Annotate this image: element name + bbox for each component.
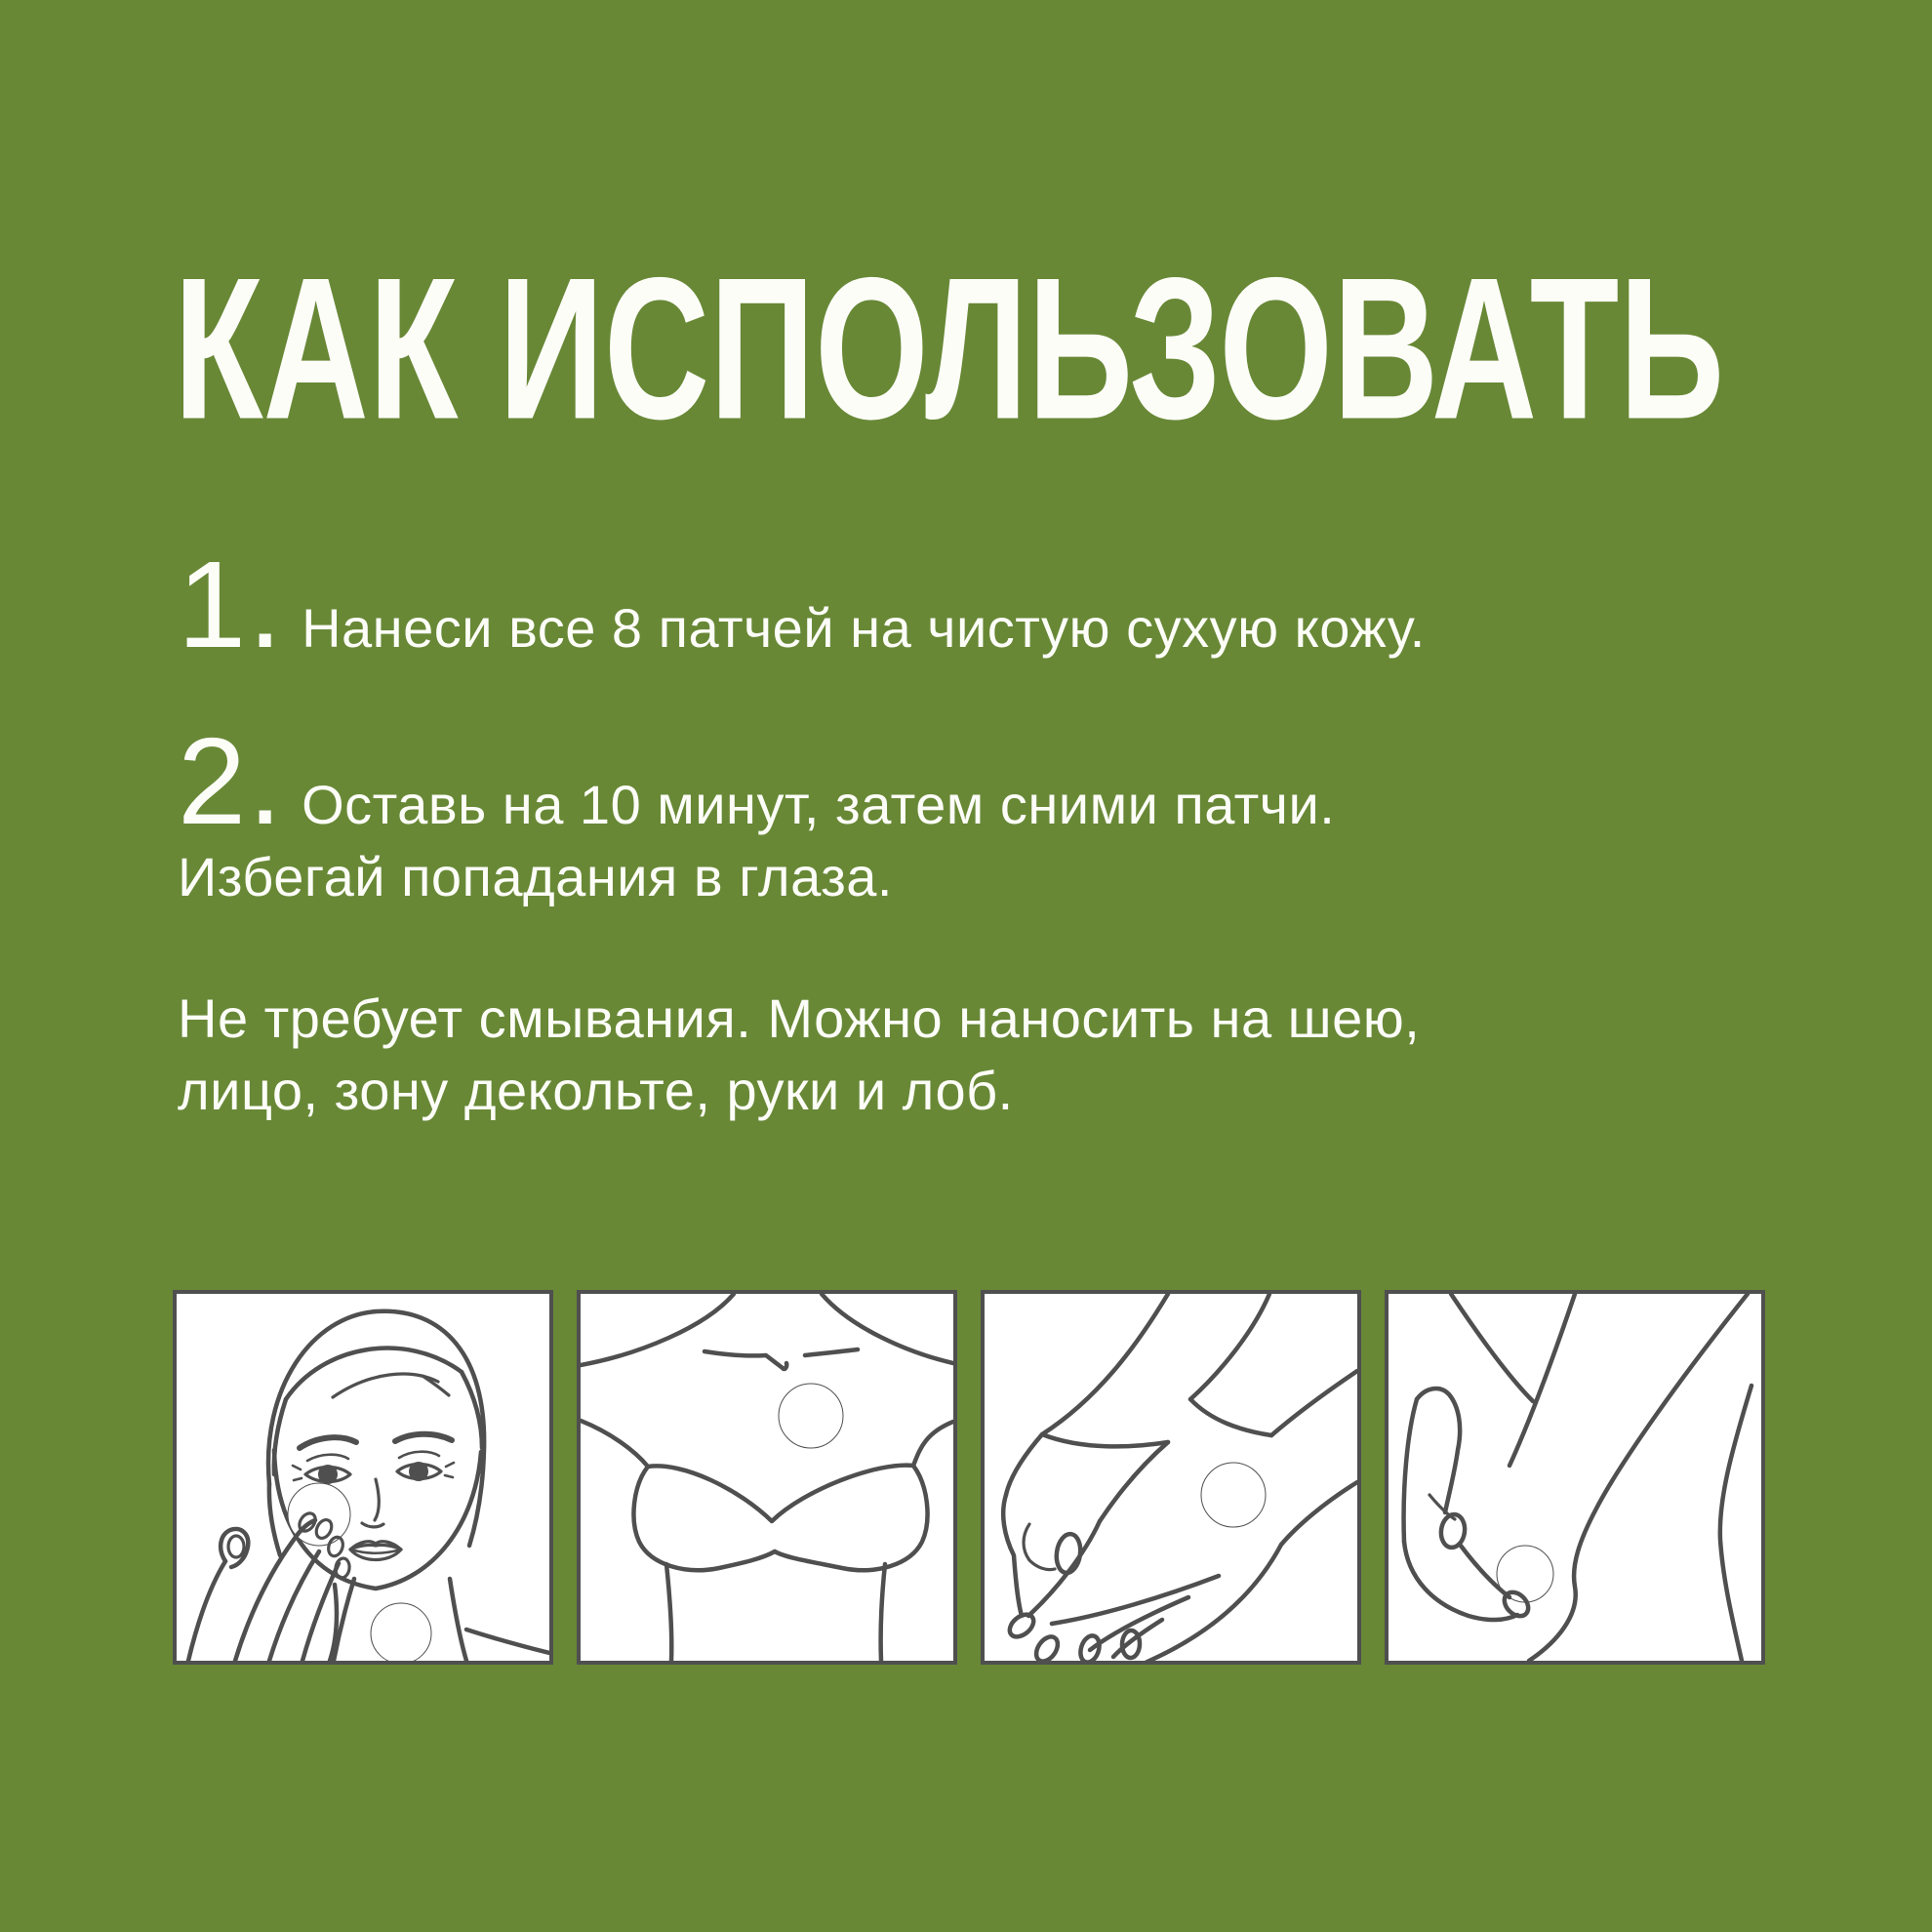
face-illustration-icon	[177, 1294, 549, 1661]
neck-patch-circle	[371, 1603, 431, 1661]
elbow-illustration-icon	[1389, 1294, 1761, 1661]
note-line-1: Не требует смывания. Можно наносить на шею,	[178, 987, 1421, 1049]
page-title: КАК ИСПОЛЬЗОВАТЬ	[174, 234, 1725, 462]
hand-patch-circle	[1201, 1463, 1266, 1527]
elbow-patch-illustration	[1385, 1290, 1765, 1665]
step-2	[178, 712, 1895, 913]
face-patch-illustration	[173, 1290, 553, 1665]
illustration-strip	[173, 1290, 1765, 1665]
hands-patch-illustration	[981, 1290, 1361, 1665]
note-line-2: лицо, зону декольте, руки и лоб.	[178, 1060, 1014, 1121]
decollete-patch-illustration	[577, 1290, 957, 1665]
chest-patch-circle	[779, 1384, 843, 1448]
usage-note	[178, 983, 1895, 1127]
step-2-text-line-1: Оставь на 10 минут, затем сними патчи.	[302, 774, 1336, 835]
step-2-number: 2.	[178, 712, 285, 850]
step-2-text-line-2: Избегай попадания в глаза.	[178, 846, 893, 907]
step-1	[178, 536, 1895, 673]
decollete-illustration-icon	[581, 1294, 953, 1661]
hands-illustration-icon	[985, 1294, 1357, 1661]
step-1-text: Нанеси все 8 патчей на чистую сухую кожу.	[302, 597, 1426, 659]
step-1-number: 1.	[178, 536, 285, 673]
